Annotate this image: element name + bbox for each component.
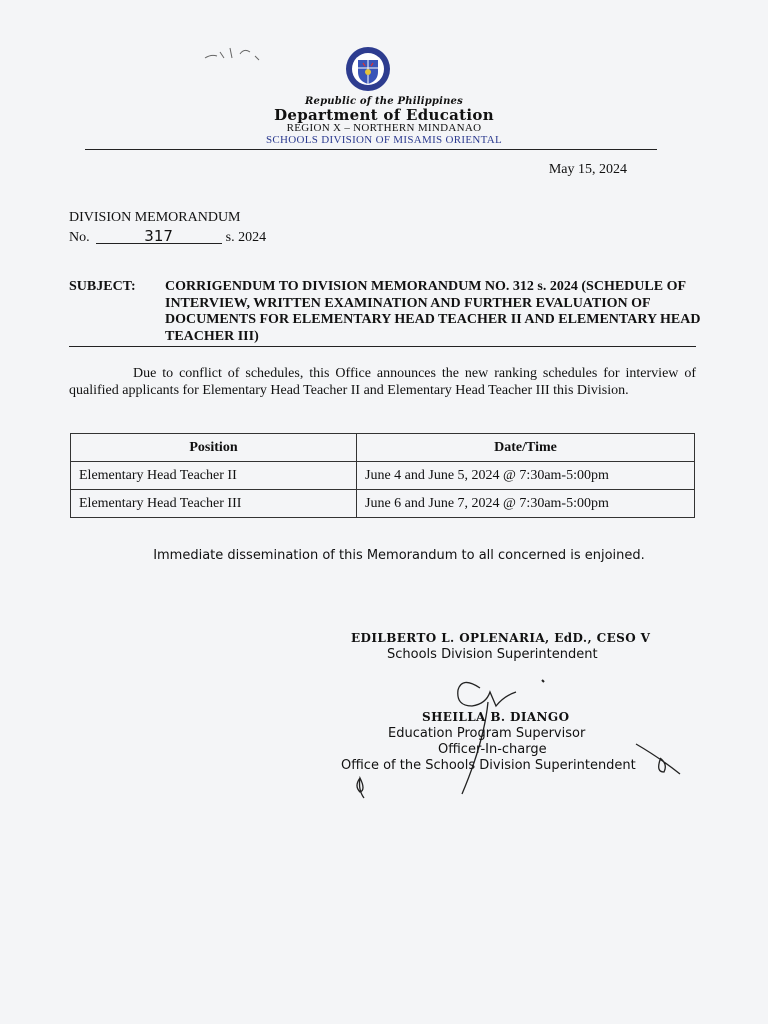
table-row (71, 490, 695, 518)
column-header-position: Position (71, 434, 357, 462)
signatory-2-title: Education Program Supervisor (388, 726, 586, 741)
memo-no-label: No. (69, 230, 90, 245)
memo-series: s. 2024 (225, 230, 267, 245)
deped-seal-icon (345, 46, 391, 92)
datetime-cell: June 6 and June 7, 2024 @ 7:30am-5:00pm (357, 490, 695, 518)
dissemination-note: Immediate dissemination of this Memorandum to all concerned is enjoined. (153, 548, 645, 563)
subject-divider (69, 346, 696, 347)
signatory-1-title: Schools Division Superintendent (387, 647, 598, 662)
table-header-row (71, 434, 695, 462)
signatory-1-name: EDILBERTO L. OPLENARIA, EdD., CESO V (351, 631, 651, 645)
header-department: Department of Education (274, 106, 494, 124)
header-republic: Republic of the Philippines (305, 96, 463, 107)
header-region: REGION X – NORTHERN MINDANAO (286, 122, 482, 134)
signatory-2-office: Office of the Schools Division Superintendent (341, 758, 636, 773)
schedule-table (70, 433, 695, 518)
column-header-datetime: Date/Time (357, 434, 695, 462)
position-cell: Elementary Head Teacher II (71, 462, 357, 490)
memo-number: 317 (96, 229, 222, 244)
memo-number-line (69, 229, 266, 246)
datetime-cell: June 4 and June 5, 2024 @ 7:30am-5:00pm (357, 462, 695, 490)
body-paragraph: Due to conflict of schedules, this Office announces the new ranking schedules for interview of qualified applicants for Elementary Head Teacher II and Elementary Head Teacher III this Division. (69, 366, 696, 398)
subject-text: CORRIGENDUM TO DIVISION MEMORANDUM NO. 312 s. 2024 (SCHEDULE OF INTERVIEW, WRITTEN EXAMINATION AND FURTHER EVALUATION OF DOCUMENTS FOR ELEMENTARY HEAD TEACHER II AND ELEMENTARY HEAD TEACHER III) (165, 279, 701, 344)
memo-title: DIVISION MEMORANDUM (69, 210, 241, 225)
header-division: SCHOOLS DIVISION OF MISAMIS ORIENTAL (265, 134, 503, 146)
memo-date: May 15, 2024 (548, 162, 627, 177)
table-row (71, 462, 695, 490)
signatory-2-role: Officer-In-charge (438, 742, 547, 757)
pen-scribble-mark (200, 40, 270, 70)
signatory-2-name: SHEILLA B. DIANGO (422, 710, 570, 724)
header-divider (85, 149, 657, 150)
subject-label: SUBJECT: (69, 279, 136, 294)
position-cell: Elementary Head Teacher III (71, 490, 357, 518)
